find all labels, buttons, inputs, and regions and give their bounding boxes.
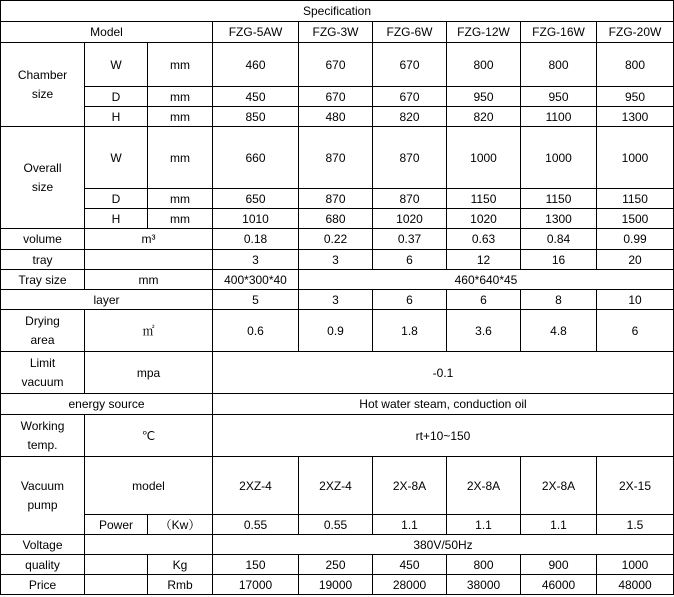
tray-size-label: Tray size xyxy=(1,270,85,290)
chamber-label-line1: Chamber xyxy=(17,67,68,82)
limit-label-line1: Limit xyxy=(29,355,56,370)
tray-label: tray xyxy=(1,250,85,270)
value-cell: 38000 xyxy=(447,575,521,595)
value-cell: 1300 xyxy=(597,107,674,127)
unit-label: mm xyxy=(148,107,213,127)
tray-size-row xyxy=(1,270,674,290)
limit-vacuum-row xyxy=(1,352,674,394)
value-cell: 0.55 xyxy=(213,515,299,535)
value-cell: 1500 xyxy=(597,209,674,229)
value-cell: 250 xyxy=(299,555,373,575)
quality-label: quality xyxy=(1,555,85,575)
model-header-label: Model xyxy=(1,22,213,43)
value-cell: 450 xyxy=(213,87,299,107)
working-temp-value: rt+10~150 xyxy=(213,415,674,457)
price-empty xyxy=(85,575,148,595)
chamber-h-row xyxy=(1,107,674,127)
tray-size-unit: mm xyxy=(85,270,213,290)
value-cell: 820 xyxy=(373,107,447,127)
chamber-label-line2: size xyxy=(31,86,54,101)
value-cell: 680 xyxy=(299,209,373,229)
working-label-line1: Working xyxy=(20,418,65,433)
value-cell: 3 xyxy=(213,250,299,270)
value-cell: 2XZ-4 xyxy=(213,457,299,515)
value-cell: 870 xyxy=(299,189,373,209)
model-header-cell: FZG-16W xyxy=(521,22,597,43)
value-cell: 1000 xyxy=(447,127,521,189)
voltage-value: 380V/50Hz xyxy=(213,535,674,555)
value-cell: 850 xyxy=(213,107,299,127)
vacuum-pump-model-row xyxy=(1,457,674,515)
volume-row xyxy=(1,229,674,250)
dim-label: D xyxy=(85,87,148,107)
pump-model-label: model xyxy=(85,457,213,515)
value-cell: 2X-8A xyxy=(373,457,447,515)
value-cell: 1150 xyxy=(447,189,521,209)
value-cell: 150 xyxy=(213,555,299,575)
value-cell: 19000 xyxy=(299,575,373,595)
price-row xyxy=(1,575,674,595)
value-cell: 2X-15 xyxy=(597,457,674,515)
value-cell: 950 xyxy=(521,87,597,107)
limit-vacuum-label xyxy=(1,352,85,394)
vacuum-pump-power-row xyxy=(1,515,674,535)
model-header-cell: FZG-5AW xyxy=(213,22,299,43)
value-cell: 16 xyxy=(521,250,597,270)
pump-label-line2: pump xyxy=(27,497,58,512)
value-cell: 1.8 xyxy=(373,310,447,352)
value-cell: 3 xyxy=(299,250,373,270)
value-cell: 800 xyxy=(447,43,521,87)
price-unit: Rmb xyxy=(148,575,213,595)
dim-label: H xyxy=(85,209,148,229)
value-cell: 670 xyxy=(299,87,373,107)
value-cell: 450 xyxy=(373,555,447,575)
layer-label: layer xyxy=(1,290,213,310)
value-cell: 870 xyxy=(299,127,373,189)
value-cell: 950 xyxy=(447,87,521,107)
limit-vacuum-value: -0.1 xyxy=(213,352,674,394)
value-cell: 20 xyxy=(597,250,674,270)
energy-source-label: energy source xyxy=(1,394,213,415)
value-cell: 12 xyxy=(447,250,521,270)
value-cell: 1.5 xyxy=(597,515,674,535)
value-cell: 1020 xyxy=(447,209,521,229)
value-cell: 17000 xyxy=(213,575,299,595)
value-cell: 0.37 xyxy=(373,229,447,250)
vacuum-pump-label xyxy=(1,457,85,535)
pump-power-label: Power xyxy=(85,515,148,535)
model-header-cell: FZG-20W xyxy=(597,22,674,43)
value-cell: 6 xyxy=(597,310,674,352)
value-cell: 900 xyxy=(521,555,597,575)
unit-label: mm xyxy=(148,127,213,189)
chamber-d-row xyxy=(1,87,674,107)
value-cell: 670 xyxy=(373,87,447,107)
value-cell: 46000 xyxy=(521,575,597,595)
value-cell: 1150 xyxy=(521,189,597,209)
tray-size-rest: 460*640*45 xyxy=(299,270,674,290)
unit-label: mm xyxy=(148,43,213,87)
value-cell: 6 xyxy=(373,250,447,270)
value-cell: 4.8 xyxy=(521,310,597,352)
working-temp-row xyxy=(1,415,674,457)
overall-d-row xyxy=(1,189,674,209)
drying-area-row xyxy=(1,310,674,352)
value-cell: 870 xyxy=(373,189,447,209)
value-cell: 3 xyxy=(299,290,373,310)
value-cell: 670 xyxy=(299,43,373,87)
value-cell: 2XZ-4 xyxy=(299,457,373,515)
dim-label: W xyxy=(85,43,148,87)
tray-size-first: 400*300*40 xyxy=(213,270,299,290)
value-cell: 800 xyxy=(447,555,521,575)
voltage-label: Voltage xyxy=(1,535,85,555)
value-cell: 800 xyxy=(521,43,597,87)
model-header-cell: FZG-6W xyxy=(373,22,447,43)
quality-empty xyxy=(85,555,148,575)
value-cell: 48000 xyxy=(597,575,674,595)
value-cell: 1010 xyxy=(213,209,299,229)
value-cell: 0.99 xyxy=(597,229,674,250)
value-cell: 10 xyxy=(597,290,674,310)
unit-label: mm xyxy=(148,87,213,107)
drying-label-line2: area xyxy=(30,332,55,347)
working-temp-unit: ℃ xyxy=(85,415,213,457)
value-cell: 1300 xyxy=(521,209,597,229)
value-cell: 670 xyxy=(373,43,447,87)
layer-row xyxy=(1,290,674,310)
overall-size-label xyxy=(1,127,85,229)
value-cell: 8 xyxy=(521,290,597,310)
chamber-w-row xyxy=(1,43,674,87)
voltage-unit-empty xyxy=(85,535,213,555)
overall-label-line1: Overall xyxy=(23,160,62,175)
value-cell: 6 xyxy=(373,290,447,310)
model-header-cell: FZG-12W xyxy=(447,22,521,43)
dim-label: H xyxy=(85,107,148,127)
value-cell: 1150 xyxy=(597,189,674,209)
pump-label-line1: Vacuum xyxy=(20,478,65,493)
limit-label-line2: vacuum xyxy=(21,374,64,389)
drying-area-label xyxy=(1,310,85,352)
overall-label-line2: size xyxy=(31,179,54,194)
value-cell: 3.6 xyxy=(447,310,521,352)
value-cell: 2X-8A xyxy=(447,457,521,515)
value-cell: 6 xyxy=(447,290,521,310)
value-cell: 5 xyxy=(213,290,299,310)
value-cell: 1000 xyxy=(597,555,674,575)
overall-w-row xyxy=(1,127,674,189)
overall-h-row xyxy=(1,209,674,229)
value-cell: 1000 xyxy=(597,127,674,189)
volume-label: volume xyxy=(1,229,85,250)
value-cell: 0.22 xyxy=(299,229,373,250)
volume-unit: m³ xyxy=(85,229,213,250)
value-cell: 0.84 xyxy=(521,229,597,250)
value-cell: 1000 xyxy=(521,127,597,189)
limit-vacuum-unit: mpa xyxy=(85,352,213,394)
working-temp-label xyxy=(1,415,85,457)
drying-label-line1: Drying xyxy=(25,313,60,328)
title-row xyxy=(1,1,674,22)
chamber-size-label xyxy=(1,43,85,127)
value-cell: 480 xyxy=(299,107,373,127)
value-cell: 0.18 xyxy=(213,229,299,250)
value-cell: 2X-8A xyxy=(521,457,597,515)
energy-source-value: Hot water steam, conduction oil xyxy=(213,394,674,415)
energy-source-row xyxy=(1,394,674,415)
quality-unit: Kg xyxy=(148,555,213,575)
value-cell: 660 xyxy=(213,127,299,189)
value-cell: 460 xyxy=(213,43,299,87)
tray-unit-empty xyxy=(85,250,213,270)
value-cell: 650 xyxy=(213,189,299,209)
model-header-cell: FZG-3W xyxy=(299,22,373,43)
value-cell: 0.6 xyxy=(213,310,299,352)
value-cell: 800 xyxy=(597,43,674,87)
value-cell: 950 xyxy=(597,87,674,107)
value-cell: 1.1 xyxy=(521,515,597,535)
table-title: Specification xyxy=(1,1,674,22)
value-cell: 1.1 xyxy=(373,515,447,535)
working-label-line2: temp. xyxy=(27,437,58,452)
dim-label: D xyxy=(85,189,148,209)
unit-label: mm xyxy=(148,209,213,229)
value-cell: 1020 xyxy=(373,209,447,229)
unit-label: mm xyxy=(148,189,213,209)
value-cell: 820 xyxy=(447,107,521,127)
drying-area-unit: ㎡ xyxy=(85,310,213,352)
value-cell: 28000 xyxy=(373,575,447,595)
model-header-row xyxy=(1,22,674,43)
price-label: Price xyxy=(1,575,85,595)
dim-label: W xyxy=(85,127,148,189)
quality-row xyxy=(1,555,674,575)
value-cell: 0.55 xyxy=(299,515,373,535)
value-cell: 0.9 xyxy=(299,310,373,352)
value-cell: 1100 xyxy=(521,107,597,127)
value-cell: 870 xyxy=(373,127,447,189)
value-cell: 1.1 xyxy=(447,515,521,535)
value-cell: 0.63 xyxy=(447,229,521,250)
pump-power-unit: （Kw） xyxy=(148,515,213,535)
tray-row xyxy=(1,250,674,270)
voltage-row xyxy=(1,535,674,555)
